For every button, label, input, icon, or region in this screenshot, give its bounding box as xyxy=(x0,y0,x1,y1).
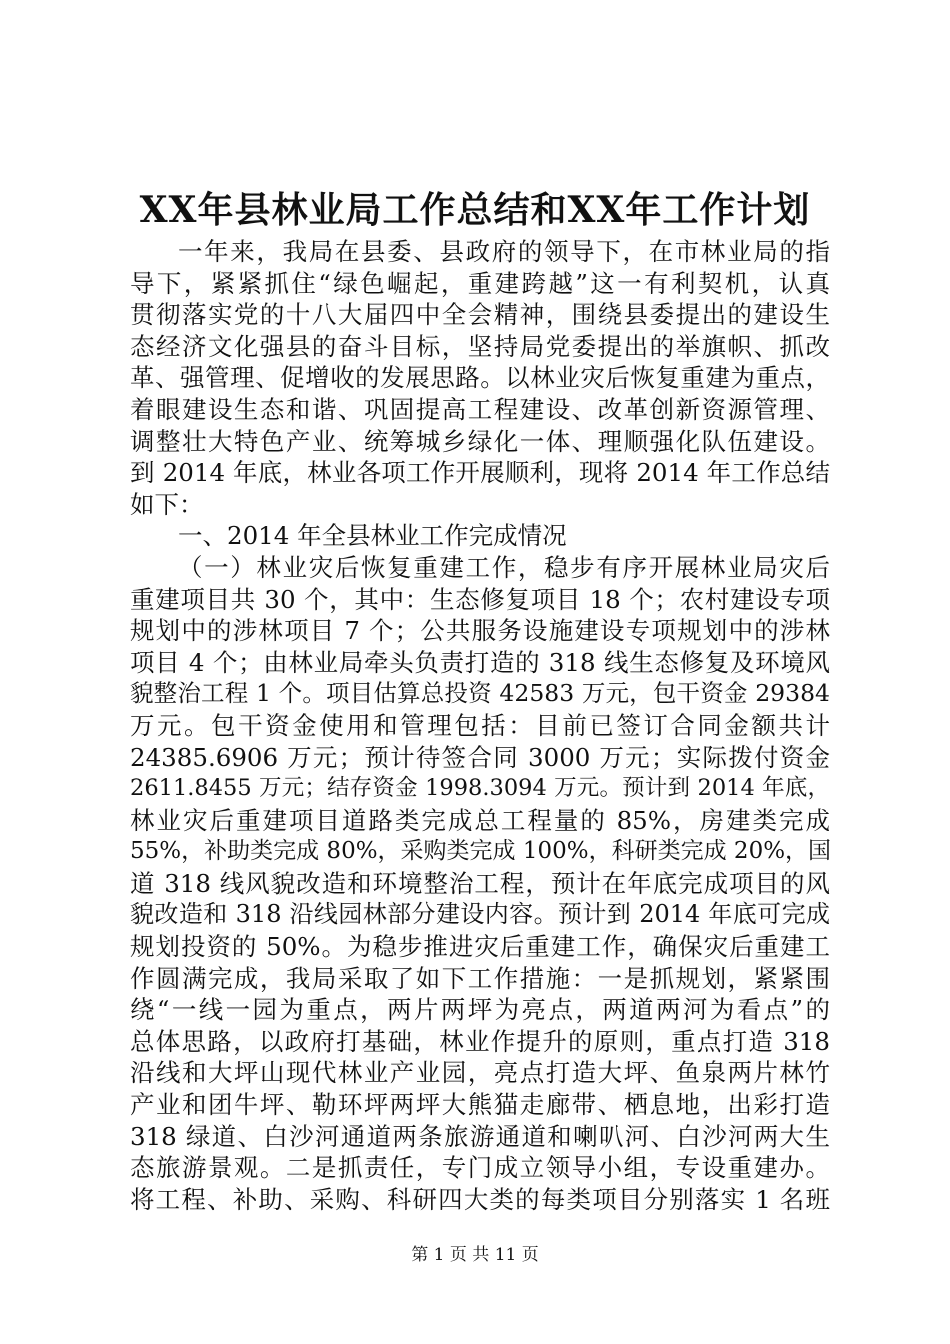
paragraph-line: 318 绿道、白沙河通道两条旅游通道和喇叭河、白沙河两大生 xyxy=(130,1121,830,1151)
paragraph-line: 规划中的涉林项目 7 个；公共服务设施建设专项规划中的涉林 xyxy=(130,616,830,646)
page-footer: 第 1 页 共 11 页 xyxy=(411,1245,539,1265)
paragraph-line: 沿线和大坪山现代林业产业园，亮点打造大坪、鱼泉两片林竹 xyxy=(130,1058,830,1088)
paragraph-line: 到 2014 年底，林业各项工作开展顺利，现将 2014 年工作总结 xyxy=(130,458,830,488)
document-title: XX年县林业局工作总结和XX年工作计划 xyxy=(139,189,811,231)
paragraph-line: 55%，补助类完成 80%，采购类完成 100%，科研类完成 20%，国 xyxy=(130,838,832,865)
paragraph-line: 将工程、补助、采购、科研四大类的每类项目分别落实 1 名班 xyxy=(130,1184,830,1214)
paragraph-line: 项目 4 个；由林业局牵头负责打造的 318 线生态修复及环境风 xyxy=(130,647,830,677)
paragraph-line: 总体思路，以政府打基础，林业作提升的原则，重点打造 318 xyxy=(130,1026,830,1056)
paragraph-line: 态旅游景观。二是抓责任，专门成立领导小组，专设重建办。 xyxy=(130,1153,830,1183)
paragraph-line: （一）林业灾后恢复重建工作，稳步有序开展林业局灾后 xyxy=(178,552,830,582)
paragraph-line: 林业灾后重建项目道路类完成总工程量的 85%，房建类完成 xyxy=(130,805,830,835)
section-heading: 一、2014 年全县林业工作完成情况 xyxy=(178,521,567,551)
paragraph-line: 貌改造和 318 沿线园林部分建设内容。预计到 2014 年底可完成 xyxy=(130,900,830,929)
paragraph-line: 着眼建设生态和谐、巩固提高工程建设、改革创新资源管理、 xyxy=(130,394,830,424)
paragraph-line: 调整壮大特色产业、统筹城乡绿化一体、理顺强化队伍建设。 xyxy=(130,426,830,456)
paragraph-line: 重建项目共 30 个，其中：生态修复项目 18 个；农村建设专项 xyxy=(130,584,830,614)
paragraph-line: 万元。包干资金使用和管理包括：目前已签订合同金额共计 xyxy=(130,710,830,740)
paragraph-line: 产业和团牛坪、勒环坪两坪大熊猫走廊带、栖息地，出彩打造 xyxy=(130,1090,830,1120)
paragraph-line: 规划投资的 50%。为稳步推进灾后重建工作，确保灾后重建工 xyxy=(130,932,830,962)
paragraph-line: 貌整治工程 1 个。项目估算总投资 42583 万元，包干资金 29384 xyxy=(130,679,830,708)
document-body xyxy=(130,236,830,1215)
paragraph-line: 作圆满完成，我局采取了如下工作措施：一是抓规划，紧紧围 xyxy=(130,963,830,993)
paragraph-line: 道 318 线风貌改造和环境整治工程，预计在年底完成项目的风 xyxy=(130,868,830,898)
paragraph-line: 贯彻落实党的十八大届四中全会精神，围绕县委提出的建设生 xyxy=(130,300,830,330)
paragraph-line: 导下，紧紧抓住“绿色崛起，重建跨越”这一有利契机，认真 xyxy=(130,268,830,298)
paragraph-line: 24385.6906 万元；预计待签合同 3000 万元；实际拨付资金 xyxy=(130,742,830,772)
paragraph-line: 绕“一线一园为重点，两片两坪为亮点，两道两河为看点”的 xyxy=(130,995,830,1025)
paragraph-line: 革、强管理、促增收的发展思路。以林业灾后恢复重建为重点， xyxy=(130,363,830,393)
paragraph-line: 2611.8455 万元；结存资金 1998.3094 万元。预计到 2014 年底， xyxy=(130,775,830,802)
paragraph-line: 一年来，我局在县委、县政府的领导下，在市林业局的指 xyxy=(178,237,830,266)
paragraph-line: 态经济文化强县的奋斗目标，坚持局党委提出的举旗帜、抓改 xyxy=(130,331,830,361)
paragraph-line: 如下： xyxy=(130,489,204,519)
